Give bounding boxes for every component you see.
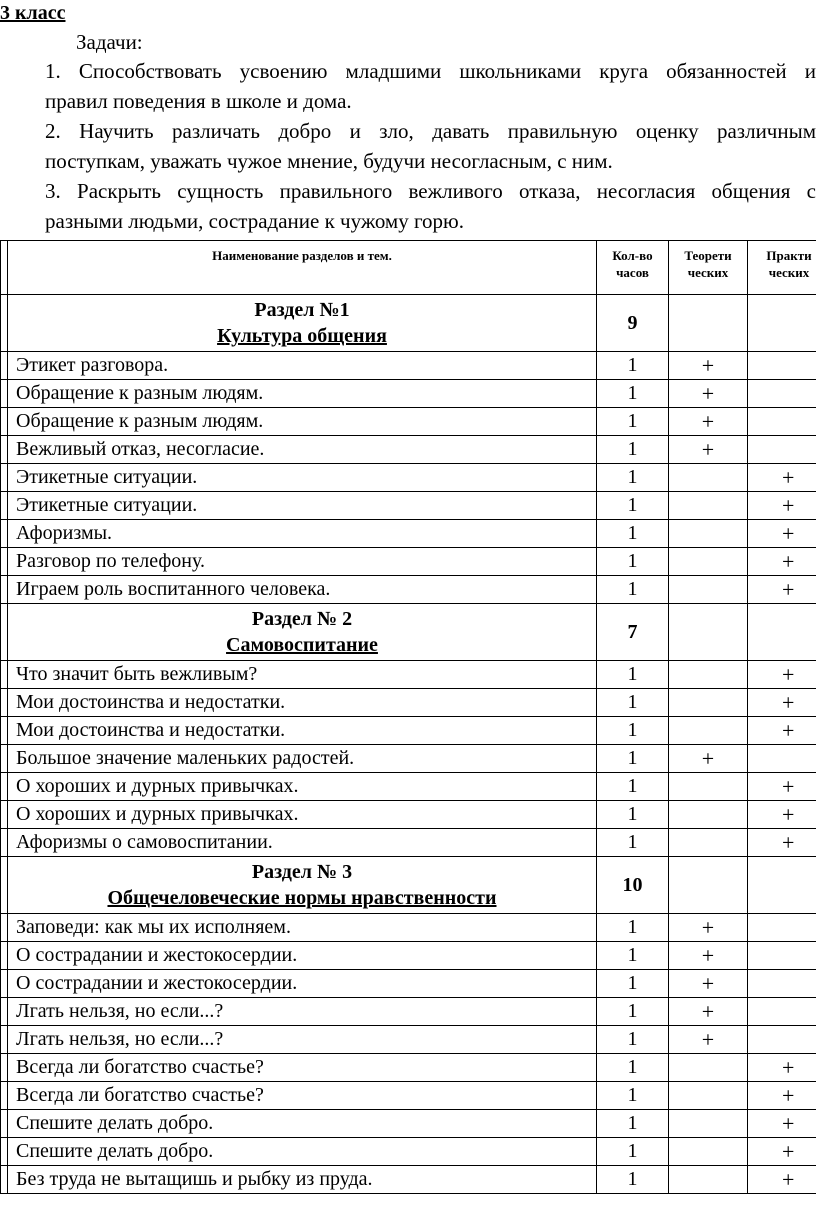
topic-hours: 1 xyxy=(597,1054,669,1082)
table-row xyxy=(1,492,816,520)
topic-theory xyxy=(669,520,748,548)
header-practice-text: Практи ческих xyxy=(766,248,812,280)
topic-practice xyxy=(748,970,816,998)
topic-name: Этикетные ситуации. xyxy=(8,464,597,492)
curriculum-table xyxy=(0,240,816,1194)
topic-hours: 1 xyxy=(597,352,669,380)
table-row xyxy=(1,1138,816,1166)
header-theory xyxy=(669,241,748,295)
row-blank xyxy=(1,942,8,970)
section-title: Раздел № 2 xyxy=(251,608,353,630)
topic-hours: 1 xyxy=(597,914,669,942)
section-subtitle: Общечеловеческие нормы нравственности xyxy=(107,887,497,909)
row-blank xyxy=(1,548,8,576)
topic-theory xyxy=(669,1138,748,1166)
section-title: Раздел № 3 xyxy=(251,861,353,883)
topic-theory xyxy=(669,661,748,689)
table-row xyxy=(1,998,816,1026)
table-row xyxy=(1,1082,816,1110)
topic-practice: + xyxy=(748,689,816,717)
topic-hours: 1 xyxy=(597,436,669,464)
topic-theory: + xyxy=(669,1026,748,1054)
topic-practice xyxy=(748,436,816,464)
topic-hours: 1 xyxy=(597,970,669,998)
topic-theory: + xyxy=(669,352,748,380)
section-hours: 10 xyxy=(597,857,669,914)
section-row xyxy=(1,857,816,914)
row-blank xyxy=(1,717,8,745)
table-row xyxy=(1,661,816,689)
row-blank xyxy=(1,1082,8,1110)
table-row xyxy=(1,1110,816,1138)
topic-name: Всегда ли богатство счастье? xyxy=(8,1054,597,1082)
topic-practice: + xyxy=(748,661,816,689)
topic-practice: + xyxy=(748,1082,816,1110)
row-blank xyxy=(1,352,8,380)
topic-practice xyxy=(748,914,816,942)
task-line: поступкам, уважать чужое мнение, будучи несогласным, с ним. xyxy=(45,149,613,173)
header-blank xyxy=(1,241,8,295)
topic-name: Лгать нельзя, но если...? xyxy=(8,1026,597,1054)
row-blank xyxy=(1,1026,8,1054)
topic-name: Заповеди: как мы их исполняем. xyxy=(8,914,597,942)
header-hours-text: Кол-во часов xyxy=(612,248,653,280)
topic-practice: + xyxy=(748,801,816,829)
topic-hours: 1 xyxy=(597,773,669,801)
section-subtitle: Культура общения xyxy=(217,325,387,347)
row-blank xyxy=(1,295,8,352)
table-row xyxy=(1,1026,816,1054)
row-blank xyxy=(1,604,8,661)
topic-name: Мои достоинства и недостатки. xyxy=(8,689,597,717)
tasks-label: Задачи: xyxy=(76,30,143,54)
topic-practice: + xyxy=(748,576,816,604)
topic-practice: + xyxy=(748,717,816,745)
topic-name: Спешите делать добро. xyxy=(8,1138,597,1166)
topic-name: Что значит быть вежливым? xyxy=(8,661,597,689)
topic-name: О сострадании и жестокосердии. xyxy=(8,970,597,998)
header-practice xyxy=(748,241,816,295)
topic-hours: 1 xyxy=(597,576,669,604)
topic-practice: + xyxy=(748,464,816,492)
topic-practice: + xyxy=(748,492,816,520)
topic-hours: 1 xyxy=(597,1082,669,1110)
topic-practice: + xyxy=(748,1138,816,1166)
topic-name: Разговор по телефону. xyxy=(8,548,597,576)
section-practice xyxy=(748,857,816,914)
topic-practice: + xyxy=(748,1110,816,1138)
topic-hours: 1 xyxy=(597,829,669,857)
topic-hours: 1 xyxy=(597,942,669,970)
section-title: Раздел №1 xyxy=(254,299,350,321)
topic-name: Играем роль воспитанного человека. xyxy=(8,576,597,604)
table-row xyxy=(1,829,816,857)
section-title-cell xyxy=(8,604,597,661)
task-line: 2. Научить различать добро и зло, давать правильную оценку различным xyxy=(45,119,816,143)
topic-name: Этикет разговора. xyxy=(8,352,597,380)
task-line: правил поведения в школе и дома. xyxy=(45,89,352,113)
header-name: Наименование разделов и тем. xyxy=(8,241,597,295)
topic-theory xyxy=(669,717,748,745)
topic-theory xyxy=(669,464,748,492)
row-blank xyxy=(1,661,8,689)
table-row xyxy=(1,689,816,717)
task-item xyxy=(45,56,816,116)
topic-practice: + xyxy=(748,773,816,801)
section-title-cell xyxy=(8,295,597,352)
section-hours: 9 xyxy=(597,295,669,352)
topic-name: Этикетные ситуации. xyxy=(8,492,597,520)
topic-theory xyxy=(669,1054,748,1082)
row-blank xyxy=(1,1138,8,1166)
topic-name: Без труда не вытащишь и рыбку из пруда. xyxy=(8,1166,597,1194)
row-blank xyxy=(1,492,8,520)
row-blank xyxy=(1,520,8,548)
topic-practice: + xyxy=(748,1166,816,1194)
table-row xyxy=(1,773,816,801)
section-theory xyxy=(669,604,748,661)
topic-hours: 1 xyxy=(597,1026,669,1054)
topic-theory: + xyxy=(669,408,748,436)
topic-theory xyxy=(669,492,748,520)
row-blank xyxy=(1,1166,8,1194)
topic-practice: + xyxy=(748,548,816,576)
topic-theory xyxy=(669,773,748,801)
task-line: 1. Способствовать усвоению младшими школьниками круга обязанностей и xyxy=(45,59,816,83)
topic-theory xyxy=(669,1110,748,1138)
topic-name: Афоризмы о самовоспитании. xyxy=(8,829,597,857)
tasks-list xyxy=(45,56,816,236)
table-row xyxy=(1,801,816,829)
topic-hours: 1 xyxy=(597,492,669,520)
topic-theory: + xyxy=(669,745,748,773)
topic-name: Афоризмы. xyxy=(8,520,597,548)
row-blank xyxy=(1,829,8,857)
topic-name: Мои достоинства и недостатки. xyxy=(8,717,597,745)
row-blank xyxy=(1,914,8,942)
topic-practice xyxy=(748,1026,816,1054)
task-line: разными людьми, сострадание к чужому горю. xyxy=(45,209,464,233)
section-title-cell xyxy=(8,857,597,914)
table-row xyxy=(1,914,816,942)
header-theory-text: Теорети ческих xyxy=(684,248,732,280)
topic-hours: 1 xyxy=(597,745,669,773)
topic-theory xyxy=(669,548,748,576)
topic-hours: 1 xyxy=(597,548,669,576)
header-hours xyxy=(597,241,669,295)
topic-practice xyxy=(748,745,816,773)
topic-hours: 1 xyxy=(597,1138,669,1166)
topic-hours: 1 xyxy=(597,520,669,548)
topic-theory xyxy=(669,689,748,717)
topic-hours: 1 xyxy=(597,464,669,492)
topic-hours: 1 xyxy=(597,408,669,436)
topic-theory: + xyxy=(669,998,748,1026)
section-subtitle: Самовоспитание xyxy=(226,634,378,656)
topic-name: Всегда ли богатство счастье? xyxy=(8,1082,597,1110)
topic-name: О сострадании и жестокосердии. xyxy=(8,942,597,970)
class-heading: 3 класс xyxy=(0,2,66,24)
table-row xyxy=(1,408,816,436)
topic-name: О хороших и дурных привычках. xyxy=(8,773,597,801)
table-row xyxy=(1,717,816,745)
row-blank xyxy=(1,408,8,436)
table-row xyxy=(1,576,816,604)
section-theory xyxy=(669,857,748,914)
topic-practice xyxy=(748,998,816,1026)
section-row xyxy=(1,604,816,661)
section-practice xyxy=(748,295,816,352)
topic-practice xyxy=(748,408,816,436)
topic-theory: + xyxy=(669,970,748,998)
task-line: 3. Раскрыть сущность правильного вежливого отказа, несогласия общения с xyxy=(45,179,816,203)
topic-hours: 1 xyxy=(597,1110,669,1138)
section-hours: 7 xyxy=(597,604,669,661)
topic-theory: + xyxy=(669,942,748,970)
topic-theory xyxy=(669,1082,748,1110)
topic-name: Вежливый отказ, несогласие. xyxy=(8,436,597,464)
topic-theory xyxy=(669,1166,748,1194)
topic-name: Лгать нельзя, но если...? xyxy=(8,998,597,1026)
table-row xyxy=(1,520,816,548)
row-blank xyxy=(1,998,8,1026)
topic-theory xyxy=(669,829,748,857)
table-row xyxy=(1,942,816,970)
topic-hours: 1 xyxy=(597,1166,669,1194)
topic-theory xyxy=(669,801,748,829)
topic-practice xyxy=(748,380,816,408)
section-theory xyxy=(669,295,748,352)
table-row xyxy=(1,1054,816,1082)
topic-theory xyxy=(669,576,748,604)
task-item xyxy=(45,116,816,176)
row-blank xyxy=(1,689,8,717)
table-row xyxy=(1,464,816,492)
row-blank xyxy=(1,1110,8,1138)
row-blank xyxy=(1,773,8,801)
topic-name: Спешите делать добро. xyxy=(8,1110,597,1138)
topic-hours: 1 xyxy=(597,689,669,717)
row-blank xyxy=(1,970,8,998)
table-row xyxy=(1,352,816,380)
table-row xyxy=(1,745,816,773)
row-blank xyxy=(1,436,8,464)
task-item xyxy=(45,176,816,236)
topic-name: Обращение к разным людям. xyxy=(8,408,597,436)
row-blank xyxy=(1,801,8,829)
topic-practice xyxy=(748,352,816,380)
topic-theory: + xyxy=(669,914,748,942)
topic-hours: 1 xyxy=(597,661,669,689)
topic-hours: 1 xyxy=(597,998,669,1026)
row-blank xyxy=(1,745,8,773)
topic-theory: + xyxy=(669,436,748,464)
table-row xyxy=(1,548,816,576)
topic-practice: + xyxy=(748,520,816,548)
row-blank xyxy=(1,1054,8,1082)
row-blank xyxy=(1,464,8,492)
table-row xyxy=(1,436,816,464)
table-header-row xyxy=(1,241,816,295)
topic-practice xyxy=(748,942,816,970)
topic-name: О хороших и дурных привычках. xyxy=(8,801,597,829)
table-row xyxy=(1,380,816,408)
section-row xyxy=(1,295,816,352)
table-row xyxy=(1,1166,816,1194)
row-blank xyxy=(1,857,8,914)
topic-practice: + xyxy=(748,1054,816,1082)
topic-hours: 1 xyxy=(597,801,669,829)
section-practice xyxy=(748,604,816,661)
topic-name: Обращение к разным людям. xyxy=(8,380,597,408)
table-row xyxy=(1,970,816,998)
topic-practice: + xyxy=(748,829,816,857)
row-blank xyxy=(1,576,8,604)
topic-name: Большое значение маленьких радостей. xyxy=(8,745,597,773)
row-blank xyxy=(1,380,8,408)
topic-hours: 1 xyxy=(597,380,669,408)
topic-theory: + xyxy=(669,380,748,408)
topic-hours: 1 xyxy=(597,717,669,745)
